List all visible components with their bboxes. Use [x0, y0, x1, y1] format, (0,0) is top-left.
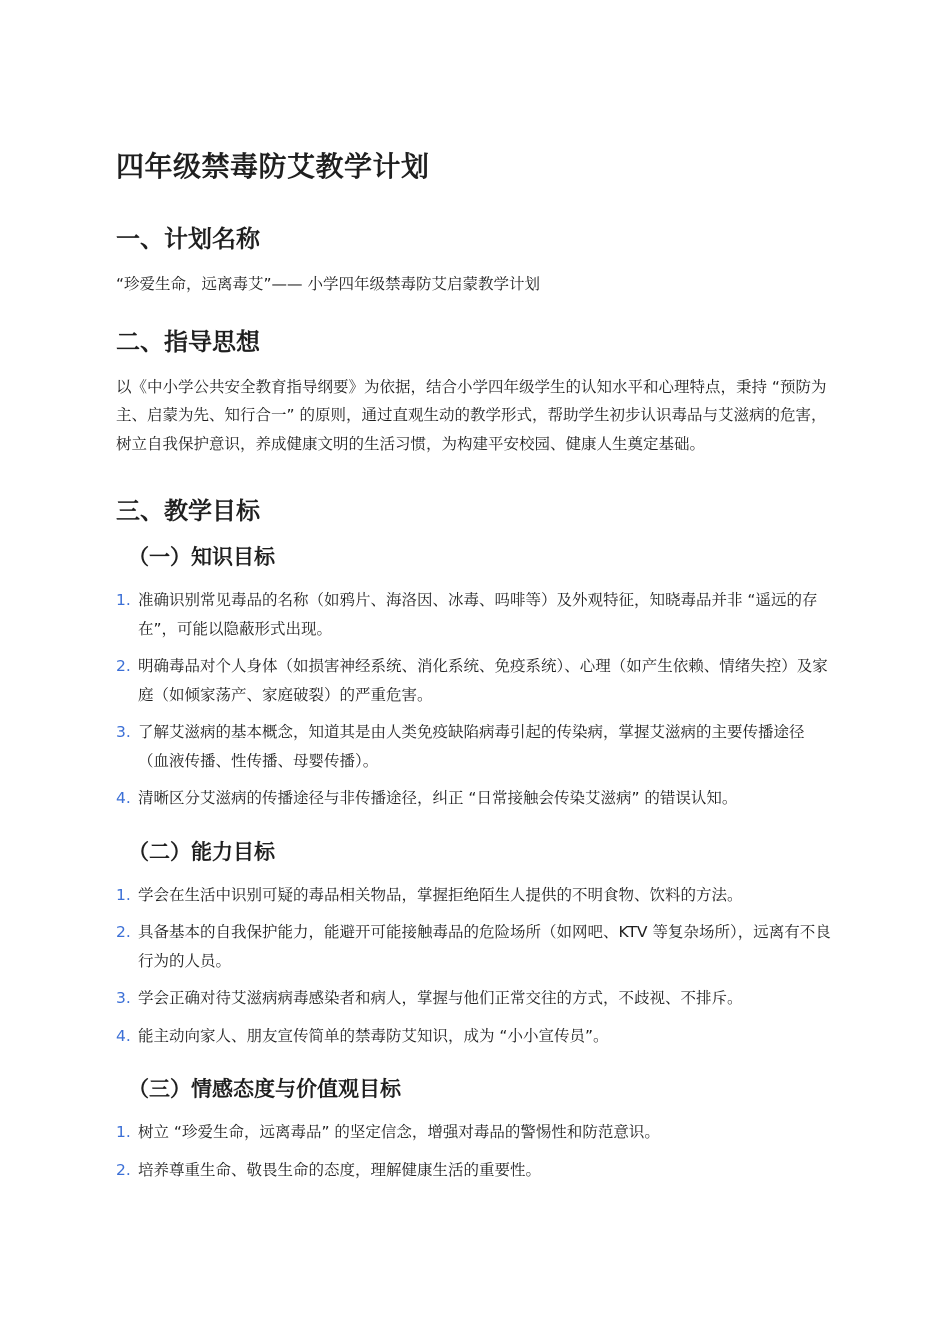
list-number: 1.	[116, 885, 131, 904]
list-item-text: 能主动向家人、朋友宣传简单的禁毒防艾知识，成为 “小小宣传员”。	[138, 1026, 609, 1045]
section-heading-teaching-goals: 三、教学目标	[116, 497, 260, 525]
list-item	[116, 1022, 834, 1051]
list-item	[116, 1156, 834, 1185]
list-number: 2.	[116, 923, 131, 941]
list-number: 1.	[116, 1123, 131, 1141]
subsection-heading-attitude-goals: （三）情感态度与价值观目标	[128, 1077, 401, 1101]
document-title: 四年级禁毒防艾教学计划	[116, 150, 430, 183]
list-item	[116, 652, 834, 709]
section-spacer	[116, 484, 834, 494]
list-number: 4.	[116, 1026, 131, 1045]
list-item-text: 树立 “珍爱生命，远离毒品” 的坚定信念，增强对毒品的警惕性和防范意识。	[138, 1123, 660, 1141]
list-item	[116, 718, 834, 775]
section-heading-plan-name: 一、计划名称	[116, 225, 260, 253]
knowledge-goals-list	[116, 586, 834, 813]
list-item	[116, 984, 834, 1013]
list-number: 1.	[116, 591, 131, 609]
list-item-text: 清晰区分艾滋病的传播途径与非传播途径，纠正 “日常接触会传染艾滋病” 的错误认知。	[138, 789, 738, 807]
list-number: 3.	[116, 723, 131, 741]
section-heading-guiding-idea: 二、指导思想	[116, 327, 260, 356]
list-number: 2.	[116, 1160, 131, 1179]
guiding-idea-text: 以《中小学公共安全教育指导纲要》为依据，结合小学四年级学生的认知水平和心理特点，秉持 “预防为主、启蒙为先、知行合一” 的原则，通过直观生动的教学形式，帮助学生初步认识毒品与艾滋病的危害，树立自我保护意识，养成健康文明的生活习惯，为构建平安校园、健康人生奠定基础。	[116, 377, 827, 453]
list-item-text: 明确毒品对个人身体（如损害神经系统、消化系统、免疫系统）、心理（如产生依赖、情绪失控）及家庭（如倾家荡产、家庭破裂）的严重危害。	[138, 657, 828, 704]
attitude-goals-list	[116, 1118, 834, 1184]
list-number: 3.	[116, 989, 131, 1007]
subsection-heading-knowledge-goals: （一）知识目标	[128, 545, 275, 569]
ability-goals-list	[116, 881, 834, 1051]
list-item	[116, 1118, 834, 1147]
list-item-text: 了解艾滋病的基本概念，知道其是由人类免疫缺陷病毒引起的传染病，掌握艾滋病的主要传播途径（血液传播、性传播、母婴传播）。	[138, 723, 805, 770]
list-item-text: 培养尊重生命、敬畏生命的态度，理解健康生活的重要性。	[138, 1160, 542, 1179]
list-item	[116, 881, 834, 910]
list-number: 4.	[116, 789, 131, 807]
list-item-text: 具备基本的自我保护能力，能避开可能接触毒品的危险场所（如网吧、KTV 等复杂场所），远离有不良行为的人员。	[138, 923, 831, 970]
list-item-text: 学会正确对待艾滋病病毒感染者和病人，掌握与他们正常交往的方式，不歧视、不排斥。	[138, 989, 743, 1007]
list-item	[116, 586, 834, 643]
list-item-text: 准确识别常见毒品的名称（如鸦片、海洛因、冰毒、吗啡等）及外观特征，知晓毒品并非 “遥远的存在”，可能以隐蔽形式出现。	[138, 591, 818, 638]
list-item	[116, 784, 834, 813]
list-item	[116, 918, 834, 975]
subsection-heading-ability-goals: （二）能力目标	[128, 839, 275, 864]
list-number: 2.	[116, 657, 131, 675]
plan-name-text: “珍爱生命，远离毒艾”—— 小学四年级禁毒防艾启蒙教学计划	[116, 275, 540, 293]
list-item-text: 学会在生活中识别可疑的毒品相关物品，掌握拒绝陌生人提供的不明食物、饮料的方法。	[138, 885, 743, 904]
